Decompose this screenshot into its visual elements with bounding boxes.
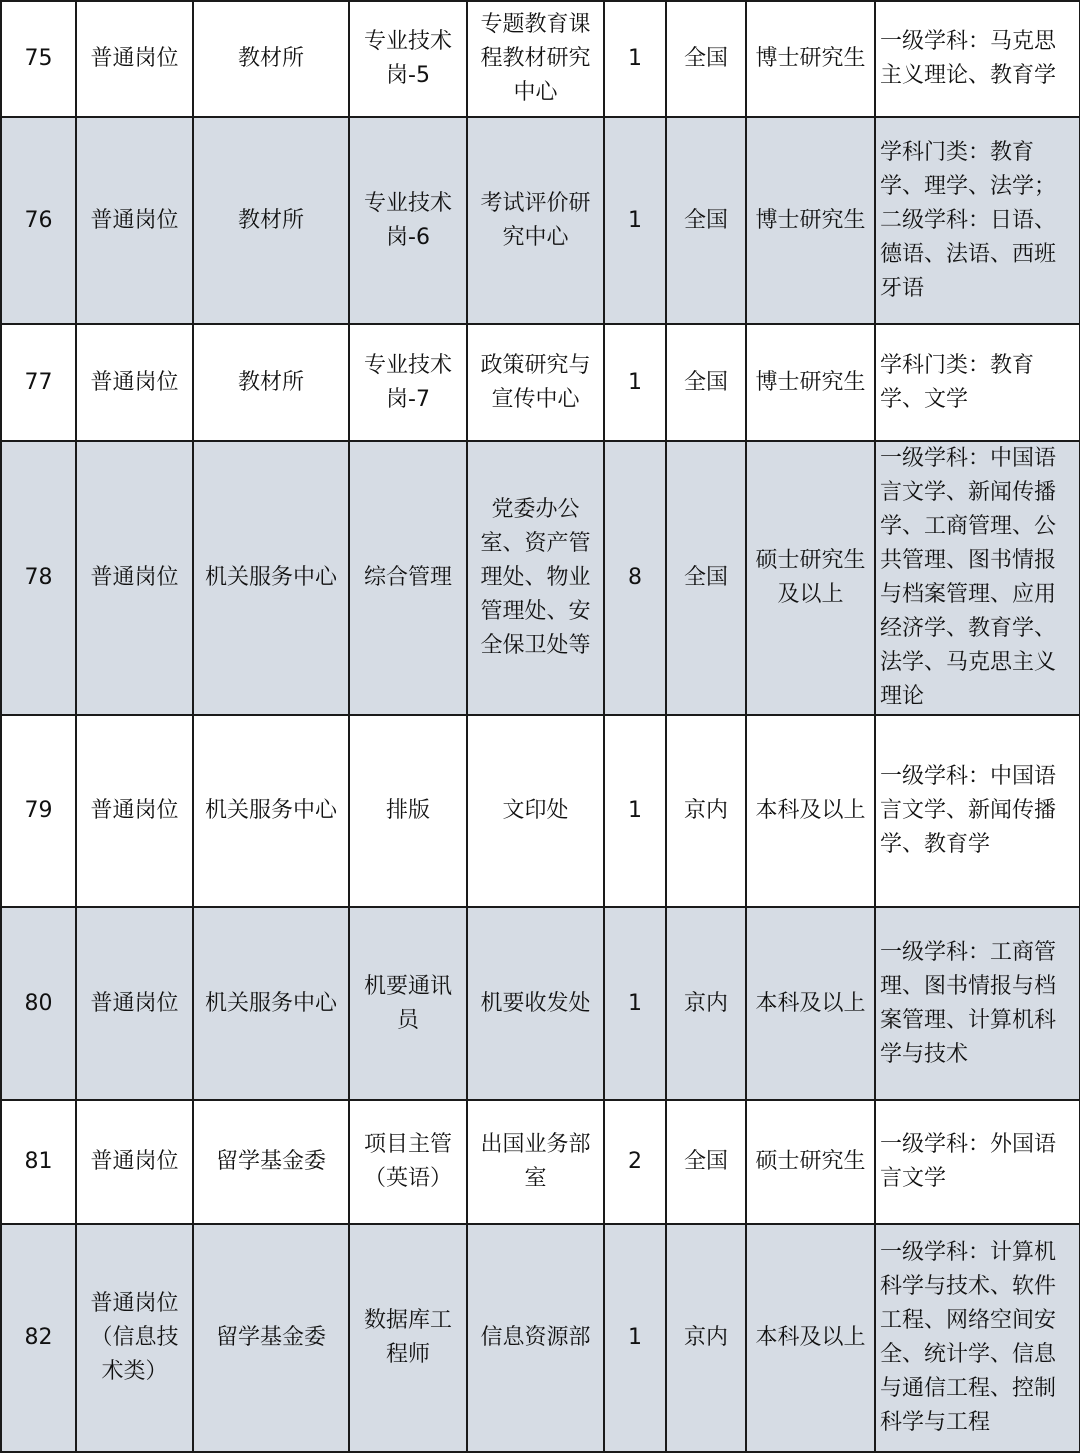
recruit-scope: 全国 — [666, 324, 746, 441]
education-level: 硕士研究生 — [746, 1100, 875, 1224]
post-type: 普通岗位 — [76, 1100, 193, 1224]
post-type: 普通岗位 — [76, 1, 193, 117]
recruit-scope: 京内 — [666, 715, 746, 907]
hire-count: 1 — [604, 715, 666, 907]
department: 出国业务部室 — [467, 1100, 604, 1224]
department: 考试评价研究中心 — [467, 117, 604, 324]
table-row — [1, 1100, 1080, 1224]
post-type: 普通岗位 — [76, 715, 193, 907]
major-requirement: 学科门类：教育学、理学、法学；二级学科：日语、德语、法语、西班牙语 — [875, 117, 1080, 324]
table-row — [1, 1224, 1080, 1452]
hire-count: 1 — [604, 1, 666, 117]
post-type: 普通岗位 — [76, 441, 193, 715]
department: 党委办公室、资产管理处、物业管理处、安全保卫处等 — [467, 441, 604, 715]
row-number: 75 — [1, 1, 76, 117]
recruit-scope: 全国 — [666, 1100, 746, 1224]
hire-count: 1 — [604, 117, 666, 324]
table-row — [1, 715, 1080, 907]
table-body — [1, 1, 1080, 1452]
row-number: 78 — [1, 441, 76, 715]
row-number: 77 — [1, 324, 76, 441]
department: 政策研究与宣传中心 — [467, 324, 604, 441]
position-name: 专业技术岗-5 — [349, 1, 467, 117]
recruit-scope: 全国 — [666, 1, 746, 117]
recruit-scope: 京内 — [666, 907, 746, 1100]
hire-count: 2 — [604, 1100, 666, 1224]
unit-name: 教材所 — [193, 117, 349, 324]
table-row — [1, 117, 1080, 324]
position-name: 专业技术岗-7 — [349, 324, 467, 441]
hire-count: 1 — [604, 324, 666, 441]
table-row — [1, 1, 1080, 117]
education-level: 博士研究生 — [746, 117, 875, 324]
major-requirement: 一级学科：中国语言文学、新闻传播学、工商管理、公共管理、图书情报与档案管理、应用经济学、教育学、法学、马克思主义理论 — [875, 441, 1080, 715]
position-name: 机要通讯员 — [349, 907, 467, 1100]
unit-name: 留学基金委 — [193, 1100, 349, 1224]
position-name: 专业技术岗-6 — [349, 117, 467, 324]
unit-name: 机关服务中心 — [193, 907, 349, 1100]
major-requirement: 一级学科：中国语言文学、新闻传播学、教育学 — [875, 715, 1080, 907]
table-row — [1, 441, 1080, 715]
department: 信息资源部 — [467, 1224, 604, 1452]
major-requirement: 学科门类：教育学、文学 — [875, 324, 1080, 441]
row-number: 79 — [1, 715, 76, 907]
education-level: 博士研究生 — [746, 324, 875, 441]
unit-name: 留学基金委 — [193, 1224, 349, 1452]
row-number: 81 — [1, 1100, 76, 1224]
unit-name: 教材所 — [193, 1, 349, 117]
unit-name: 机关服务中心 — [193, 441, 349, 715]
row-number: 76 — [1, 117, 76, 324]
row-number: 80 — [1, 907, 76, 1100]
department: 机要收发处 — [467, 907, 604, 1100]
hire-count: 1 — [604, 1224, 666, 1452]
education-level: 博士研究生 — [746, 1, 875, 117]
post-type: 普通岗位 — [76, 117, 193, 324]
unit-name: 机关服务中心 — [193, 715, 349, 907]
recruit-scope: 全国 — [666, 117, 746, 324]
major-requirement: 一级学科：计算机科学与技术、软件工程、网络空间安全、统计学、信息与通信工程、控制科学与工程 — [875, 1224, 1080, 1452]
table-row — [1, 324, 1080, 441]
education-level: 硕士研究生及以上 — [746, 441, 875, 715]
table-row — [1, 907, 1080, 1100]
position-name: 综合管理 — [349, 441, 467, 715]
post-type: 普通岗位 — [76, 907, 193, 1100]
department: 文印处 — [467, 715, 604, 907]
recruit-scope: 全国 — [666, 441, 746, 715]
hire-count: 8 — [604, 441, 666, 715]
recruit-scope: 京内 — [666, 1224, 746, 1452]
post-type: 普通岗位（信息技术类） — [76, 1224, 193, 1452]
major-requirement: 一级学科：工商管理、图书情报与档案管理、计算机科学与技术 — [875, 907, 1080, 1100]
post-type: 普通岗位 — [76, 324, 193, 441]
education-level: 本科及以上 — [746, 1224, 875, 1452]
education-level: 本科及以上 — [746, 907, 875, 1100]
major-requirement: 一级学科：外国语言文学 — [875, 1100, 1080, 1224]
unit-name: 教材所 — [193, 324, 349, 441]
department: 专题教育课程教材研究中心 — [467, 1, 604, 117]
position-name: 数据库工程师 — [349, 1224, 467, 1452]
major-requirement: 一级学科：马克思主义理论、教育学 — [875, 1, 1080, 117]
row-number: 82 — [1, 1224, 76, 1452]
education-level: 本科及以上 — [746, 715, 875, 907]
position-name: 排版 — [349, 715, 467, 907]
position-name: 项目主管（英语） — [349, 1100, 467, 1224]
hire-count: 1 — [604, 907, 666, 1100]
